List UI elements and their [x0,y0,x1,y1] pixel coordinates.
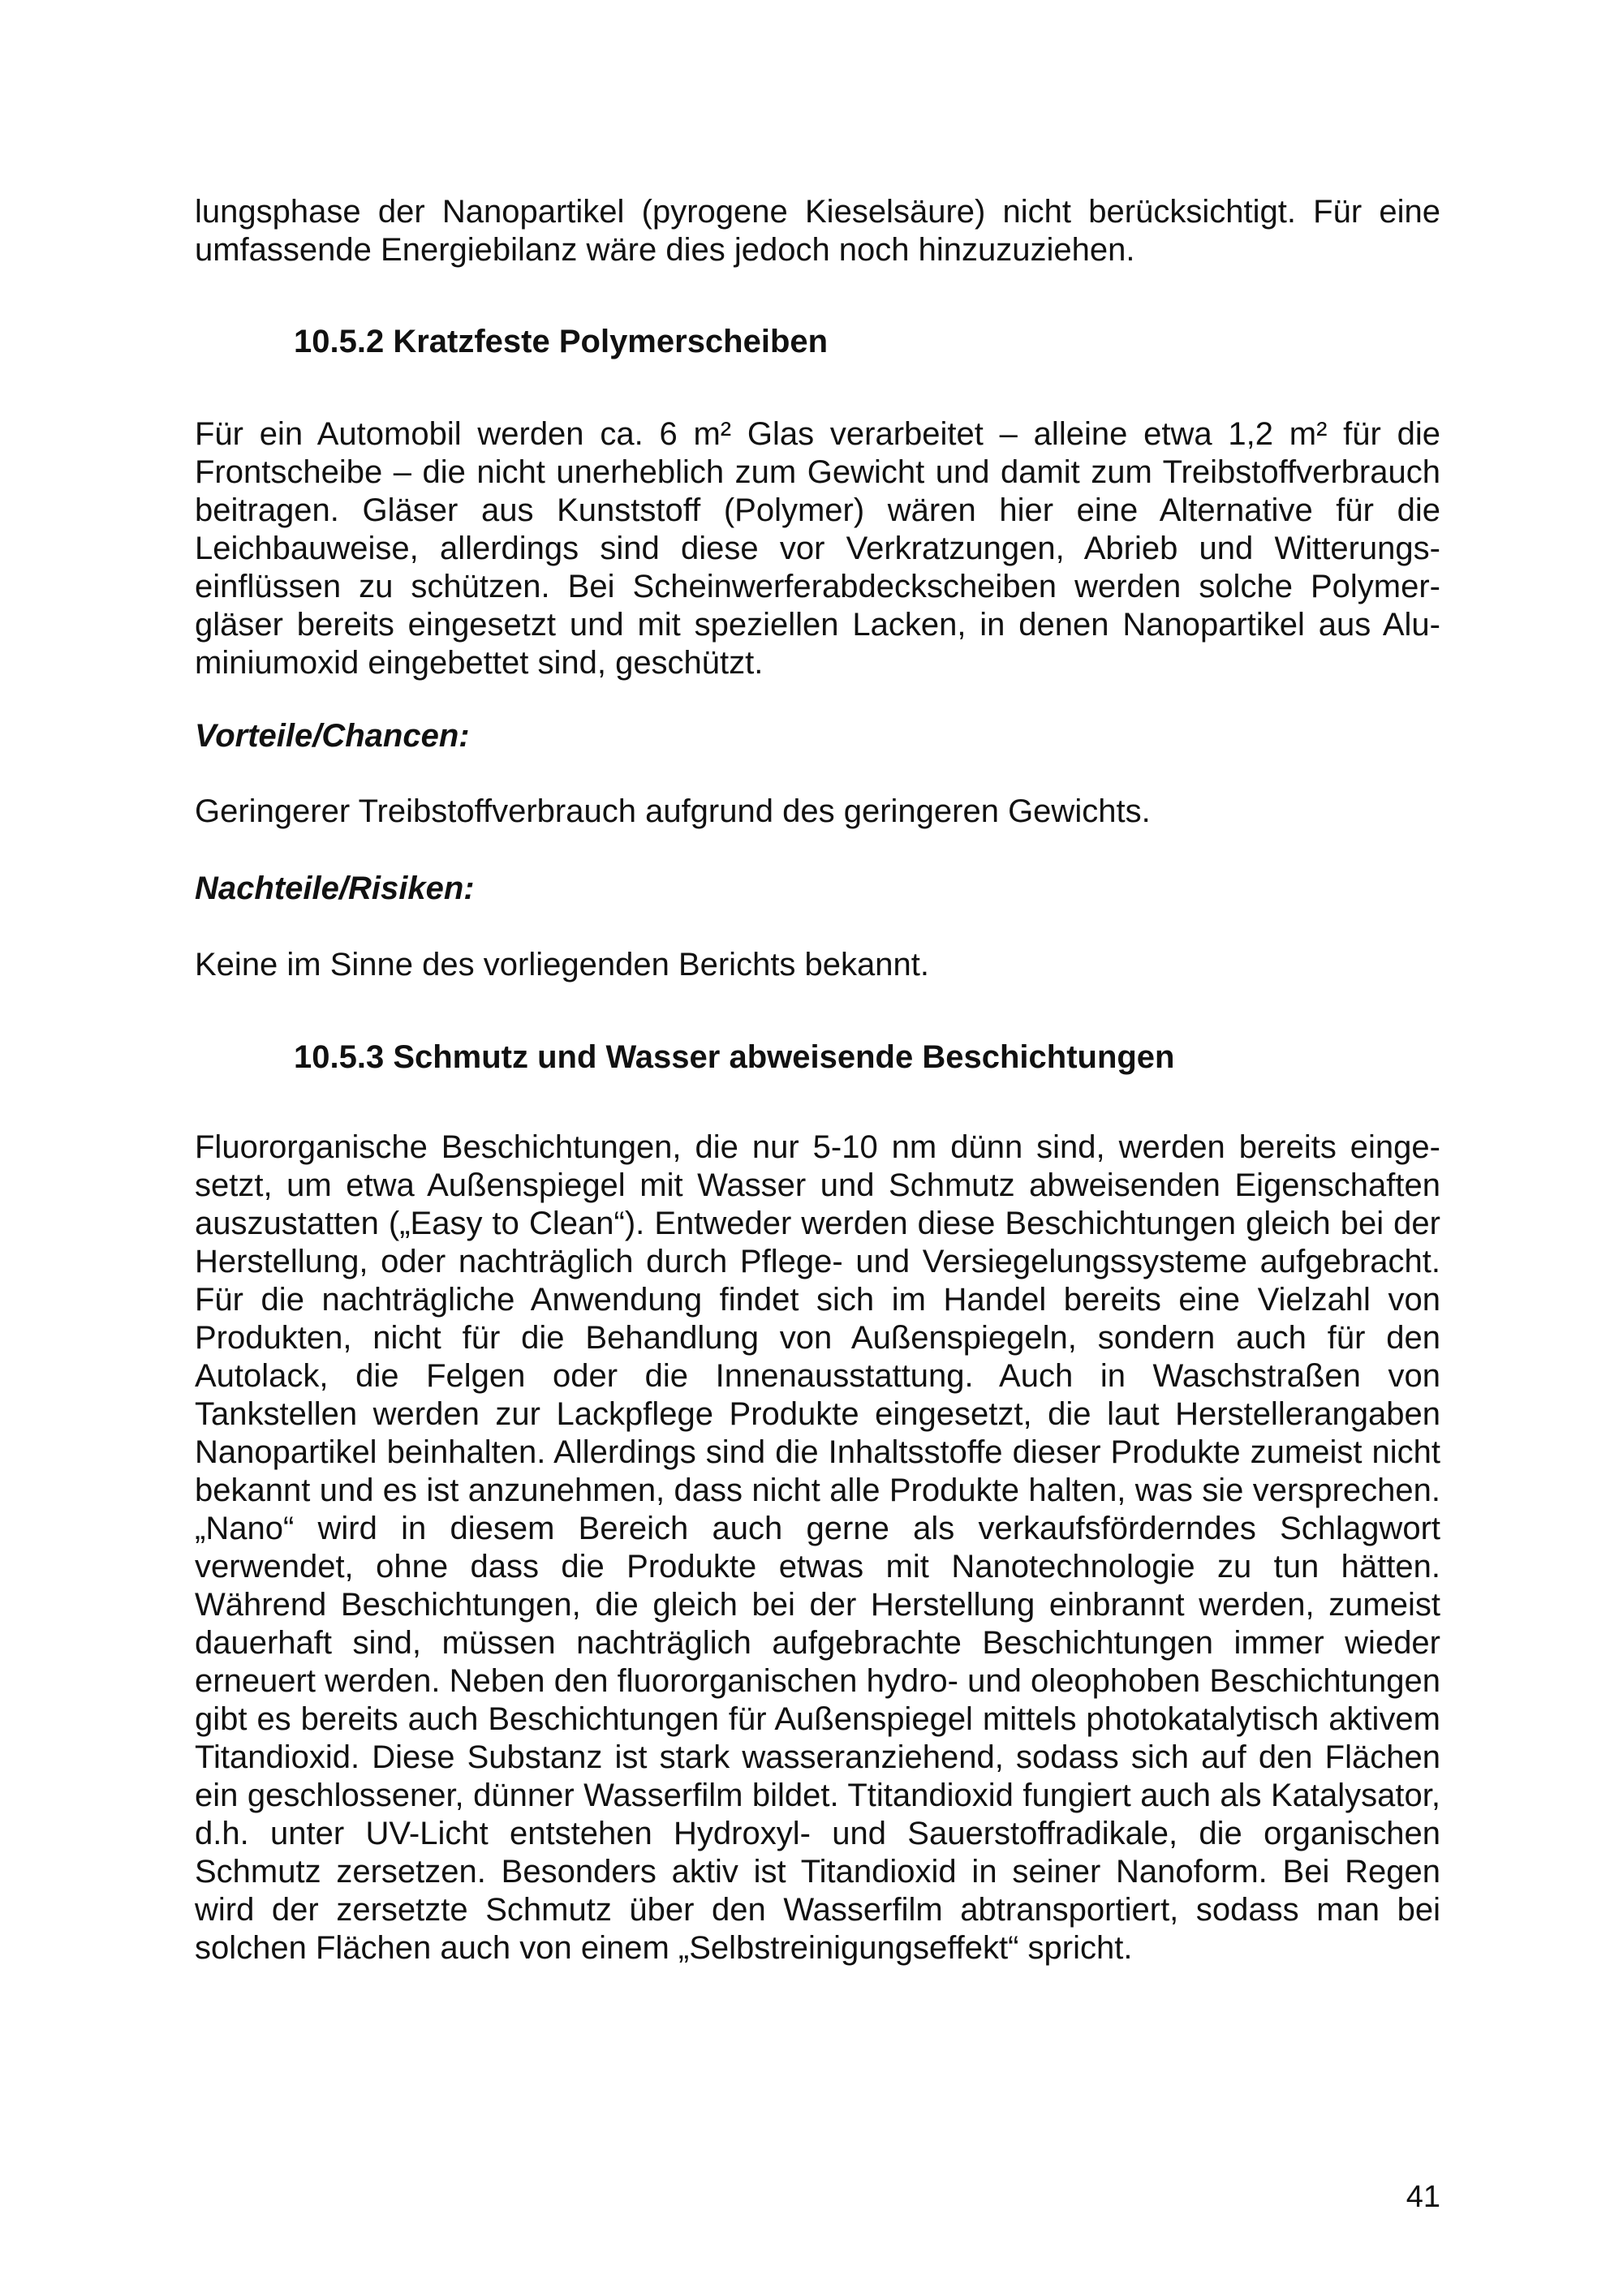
advantages-text: Geringerer Treibstoffverbrauch aufgrund des geringeren Gewichts. [195,793,1151,829]
section-heading-10-5-3: 10.5.3 Schmutz und Wasser abweisende Beschichtungen [294,1039,1175,1075]
disadvantages-text: Keine im Sinne des vorliegenden Berichts bekannt. [195,947,929,982]
section-10-5-2-paragraph: Für ein Automobil werden ca. 6 m² Glas verarbeitet – alleine etwa 1,2 m² für die Frontscheibe – die nicht unerheblich zum Gewicht und damit zum Treibstoffverbrauch beitragen. Gläser aus Kunststoff (Polymer) wären hier eine Alternative für die Leichbauweise, allerdings sind diese vor Verkratzungen, Abrieb und Witterungseinflüssen zu schützen. Bei Scheinwerferabdeckscheiben werden solche Polymergläser bereits eingesetzt und mit speziellen Lacken, in denen Nanopartikel aus Aluminiumoxid eingebettet sind, geschützt. [195,416,1440,681]
section-10-5-3-paragraph: Fluororganische Beschichtungen, die nur 5-10 nm dünn sind, werden bereits eingesetzt, um etwa Außenspiegel mit Wasser und Schmutz abweisenden Eigenschaften auszustatten („Easy to Clean“). Entweder werden diese Beschichtungen gleich bei der Herstellung, oder nachträglich durch Pflege- und Versiegelungssysteme aufgebracht. Für die nachträgliche Anwendung findet sich im Handel bereits eine Vielzahl von Produkten, nicht für die Behandlung von Außenspiegeln, sondern auch für den Autolack, die Felgen oder die Innenausstattung. Auch in Waschstraßen von Tankstellen werden zur Lackpflege Produkte eingesetzt, die laut Herstellerangaben Nanopartikel beinhalten. Allerdings sind die Inhaltsstoffe dieser Produkte zumeist nicht bekannt und es ist anzunehmen, dass nicht alle Produkte halten, was sie versprechen. „Nano“ wird in diesem Bereich auch gerne als verkaufsförderndes Schlagwort verwendet, ohne dass die Produkte etwas mit Nanotechnologie zu tun hätten. Während Beschichtungen, die gleich bei der Herstellung einbrannt werden, zumeist dauerhaft sind, müssen nachträglich aufgebrachte Beschichtungen immer wieder erneuert werden. Neben den fluororganischen hydro- und oleophoben Beschichtungen gibt es bereits auch Beschichtungen für Außenspiegel mittels photokatalytisch aktivem Titandioxid. Diese Substanz ist stark wasseranziehend, sodass sich auf den Flächen ein geschlossener, dünner Wasserfilm bildet. Ttitandioxid fungiert auch als Katalysator, d.h. unter UV-Licht entstehen Hydroxyl- und Sauerstoffradikale, die organischen Schmutz zersetzen. Besonders aktiv ist Titandioxid in seiner Nanoform. Bei Regen wird der zersetzte Schmutz über den Wasserfilm abtransportiert, sodass man bei solchen Flächen auch von einem „Selbstreinigungseffekt“ spricht. [195,1129,1440,1966]
page-number: 41 [1406,2180,1440,2214]
advantages-label: Vorteile/Chancen: [195,718,470,754]
disadvantages-label: Nachteile/Risiken: [195,871,475,906]
section-heading-10-5-2: 10.5.2 Kratzfeste Polymerscheiben [294,324,829,359]
intro-paragraph: lungsphase der Nanopartikel (pyrogene Kieselsäure) nicht berücksichtigt. Für eine umfassende Energiebilanz wäre dies jedoch noch hinzuzuziehen. [195,194,1440,268]
